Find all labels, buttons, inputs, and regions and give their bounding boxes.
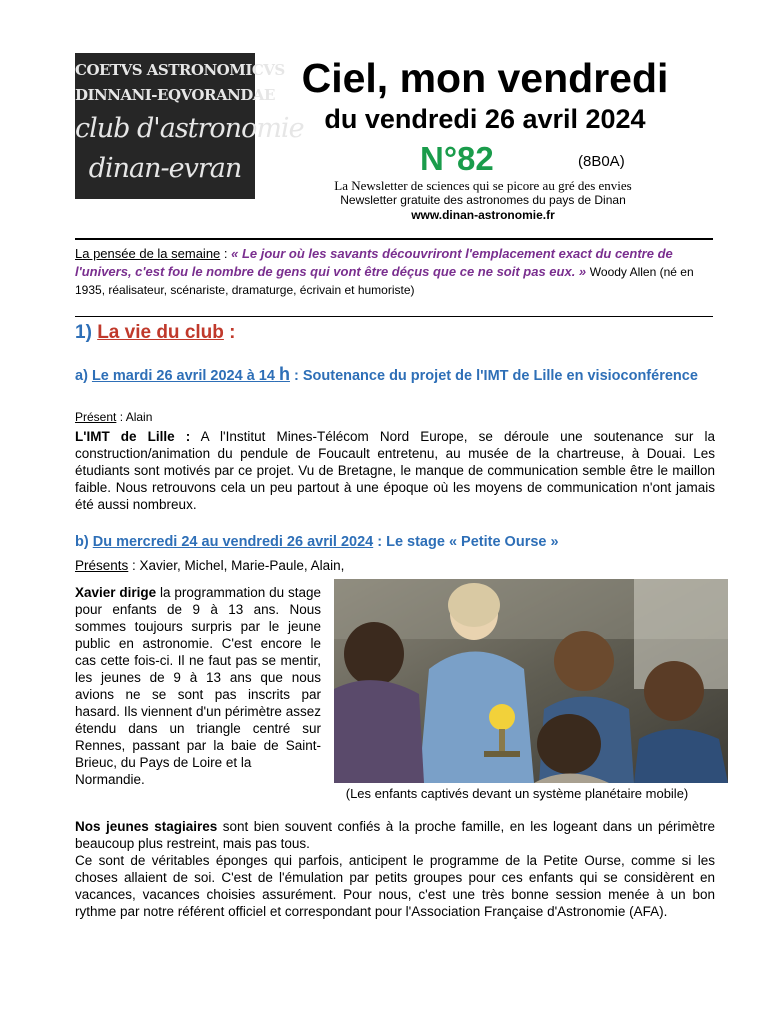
header-divider bbox=[75, 238, 713, 240]
website-link[interactable]: www.dinan-astronomie.fr bbox=[411, 208, 555, 222]
item-a-letter: a) bbox=[75, 368, 88, 384]
item-b-column-text bbox=[75, 584, 321, 788]
tagline: La Newsletter de sciences qui se picore au gré des envies bbox=[334, 178, 632, 193]
item-a-date-text: Le mardi 26 avril 2024 à 14 bbox=[91, 368, 275, 384]
quote-author: Woody Allen (né en 1935, réalisateur, scénariste, dramaturge, écrivain et humoriste) bbox=[75, 265, 694, 297]
section-heading bbox=[75, 322, 236, 344]
photo-caption: (Les enfants captivés devant un système planétaire mobile) bbox=[345, 786, 689, 801]
item-b-present-label: Présents bbox=[75, 558, 129, 573]
logo-line-2: DINNANI-EQVORANDAE bbox=[75, 86, 275, 104]
item-a-attendance bbox=[75, 410, 152, 424]
issue-number: N°82 bbox=[420, 140, 494, 177]
item-a-present-label: Présent bbox=[75, 410, 117, 424]
item-a-body bbox=[75, 428, 715, 513]
item-a-date bbox=[91, 364, 290, 384]
section-colon: : bbox=[223, 322, 236, 343]
item-b-column-body: la programmation du stage pour enfants de 9 à 13 ans. Nous sommes toujours surpris par le jeune public en astronomie. C'est encore le cas cette fois-ci. Il ne faut pas se mentir, les jeunes de 9 à 13 ans que nous avions ne se sont pas inscrits par hasard. Ils viennent d'un périmètre assez étendu dans un triangle centré sur Rennes, passant par la baie de Saint-Brieuc, du Pays de Loire et la bbox=[75, 585, 321, 770]
section-number: 1) bbox=[75, 322, 92, 343]
quote-separator: : bbox=[220, 246, 232, 261]
item-a-hour: h bbox=[278, 364, 290, 384]
item-a-body-lead: L'IMT de Lille : bbox=[75, 429, 191, 444]
quote-text: « Le jour où les savants découvriront l'emplacement exact du centre de l'univers, c'est fou le nombre de gens qui vont être déçus que ce ne soit pas eux. » bbox=[75, 246, 673, 279]
item-b-title: : Le stage « Petite Ourse » bbox=[373, 534, 559, 550]
item-b-column-lead: Xavier dirige bbox=[75, 585, 157, 600]
quote-divider bbox=[75, 316, 713, 317]
stage-photo-illustration bbox=[334, 579, 728, 783]
item-b-date: Du mercredi 24 au vendredi 26 avril 2024 bbox=[92, 534, 374, 550]
newsletter-title: Ciel, mon vendredi bbox=[301, 55, 669, 101]
item-a-body-text: A l'Institut Mines-Télécom Nord Europe, se déroule une soutenance sur la construction/animation du pendule de Foucault entretenu, au musée de la chartreuse, à Douai. Les étudiants sont motivés par ce projet. Vu de Bretagne, le manque de communication semble être le maillon faible. Nous retrouvons cela un peu partout à une époque où les moyens de communication n'ont jamais été aussi nombreux. bbox=[75, 429, 715, 512]
logo-line-4: dinan-evran bbox=[88, 153, 242, 184]
item-b-heading bbox=[75, 532, 715, 552]
newsletter-date: du vendredi 26 avril 2024 bbox=[324, 104, 646, 134]
item-a-present-value: : Alain bbox=[116, 410, 153, 424]
item-b-attendance bbox=[75, 558, 344, 573]
item-b-present-value: : Xavier, Michel, Marie-Paule, Alain, bbox=[128, 558, 345, 573]
item-b-paragraph-2-text: sont bien souvent confiés à la proche famille, en les logeant dans un périmètre beaucoup plus restreint, mais pas tous. bbox=[75, 819, 715, 851]
issue-code: (8B0A) bbox=[578, 153, 625, 170]
item-a-heading bbox=[75, 364, 715, 386]
item-b-letter: b) bbox=[75, 534, 89, 550]
item-b-paragraph-3: Ce sont de véritables éponges qui parfois, anticipent le programme de la Petite Ourse, comme si les choses allaient de soi. C'est de l'émulation par petits groupes pour ces enfants qui se considèrent en vacances, vacances choisies assurément. Pour nous, c'est une très bonne session menée à un bon rythme par notre référent officiel et correspondant pour l'Association Française d'Astronomie (AFA). bbox=[75, 853, 715, 919]
club-logo bbox=[75, 53, 304, 199]
item-b-paragraph-2 bbox=[75, 818, 715, 852]
quote-label: La pensée de la semaine bbox=[75, 246, 221, 261]
tagline-secondary: Newsletter gratuite des astronomes du pays de Dinan bbox=[340, 193, 626, 207]
section-title: La vie du club bbox=[97, 322, 224, 343]
stage-photo bbox=[334, 579, 728, 783]
item-a-title: : Soutenance du projet de l'IMT de Lille en visioconférence bbox=[289, 368, 698, 384]
logo-line-3: club d'astronomie bbox=[75, 113, 304, 144]
item-b-paragraph-2-lead: Nos jeunes stagiaires bbox=[75, 819, 218, 834]
logo-line-1: COETVS ASTRONOMICVS bbox=[75, 61, 285, 79]
quote-of-the-week bbox=[75, 245, 715, 299]
item-b-column-last: Normandie. bbox=[75, 772, 145, 787]
